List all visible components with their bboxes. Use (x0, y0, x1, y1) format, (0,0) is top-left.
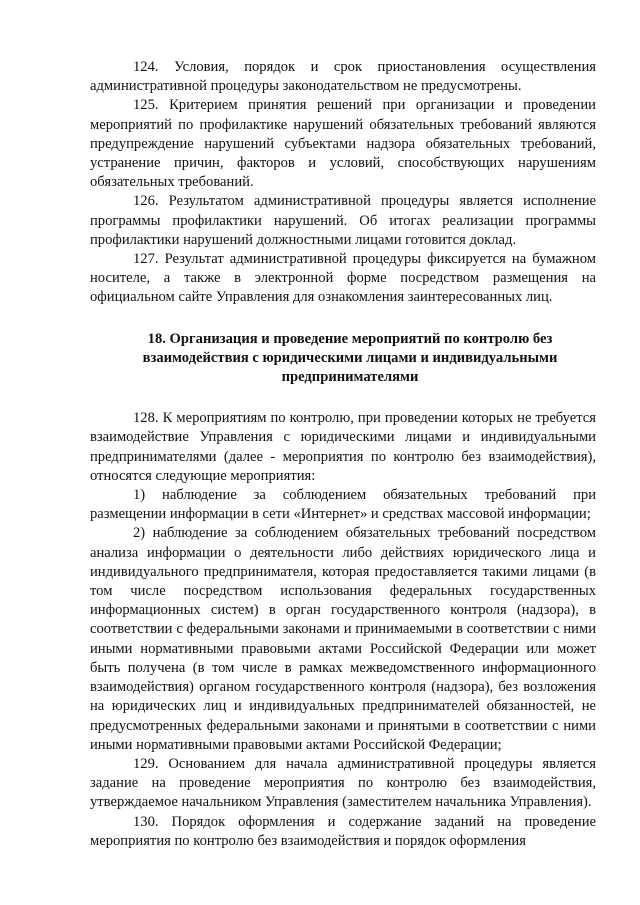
paragraph-128: 128. К мероприятиям по контролю, при проведении которых не требуется взаимодействие Управления с юридическими лицами и индивидуальными предпринимателями (далее - мероприятия по контролю без взаимодействия), относятся следующие мероприятия: (90, 410, 596, 484)
paragraph-128-item-1: 1) наблюдение за соблюдением обязательных требований при размещении информации в сети «Интернет» и средствах массовой информации; (90, 487, 596, 523)
paragraph-125: 125. Критерием принятия решений при организации и проведении мероприятий по профилактике нарушений обязательных требований являются предупреждение нарушений субъектами надзора обязательных требований, устранение причин, факторов и условий, способствующих нарушениям обязательных требований. (90, 97, 596, 191)
paragraph-128-item-2: 2) наблюдение за соблюдением обязательных требований посредством анализа информации о деятельности либо действиях юридического лица и индивидуального предпринимателя, которая предоставляется такими лицами (в том числе посредством использования федеральных государственных информационных систем) в орган государственного контроля (надзора), в соответствии с федеральными законами и принимаемыми в соответствии с ними иными нормативными правовыми актами Российской Федерации или может быть получена (в том числе в рамках межведомственного информационного взаимодействия) органом государственного контроля (надзора), без возложения на юридических лиц и индивидуальных предпринимателей обязанностей, не предусмотренных федеральными законами и принятыми в соответствии с ними иными нормативными правовыми актами Российской Федерации; (90, 525, 596, 753)
paragraph-130: 130. Порядок оформления и содержание заданий на проведение мероприятия по контролю без взаимодействия и порядок оформления (90, 813, 596, 849)
section-heading: 18. Организация и проведение мероприятий по контролю без взаимодействия с юридическими лицами и индивидуальными предпринимателями (142, 330, 558, 386)
document-page (90, 58, 596, 851)
paragraph-124: 124. Условия, порядок и срок приостановления осуществления административной процедуры законодательством не предусмотрены. (90, 59, 596, 95)
paragraph-126: 126. Результатом административной процедуры является исполнение программы профилактики нарушений. Об итогах реализации программы профилактики нарушений должностными лицами готовится доклад. (90, 193, 596, 248)
paragraph-129: 129. Основанием для начала административной процедуры является задание на проведение мероприятия по контролю без взаимодействия, утверждаемое начальником Управления (заместителем начальника Управления). (90, 755, 596, 811)
paragraph-127: 127. Результат административной процедуры фиксируется на бумажном носителе, а также в электронной форме посредством размещения на официальном сайте Управления для ознакомления заинтересованных лиц. (90, 251, 596, 306)
